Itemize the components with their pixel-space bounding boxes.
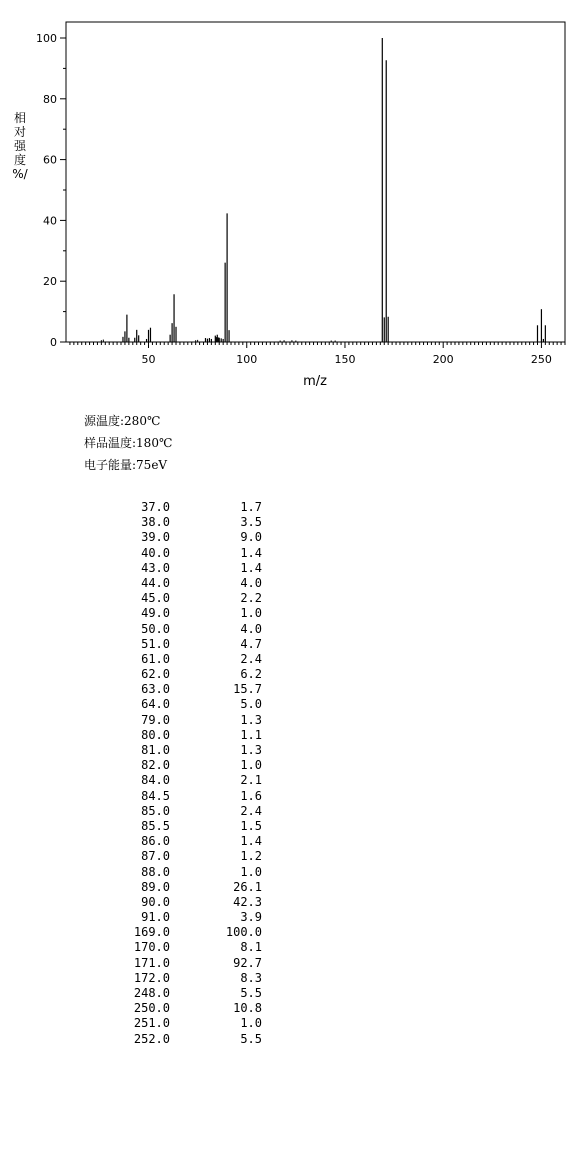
intensity-value: 1.3 — [240, 743, 262, 757]
mz-value: 91.0 — [141, 910, 170, 925]
table-row — [100, 880, 262, 895]
table-row — [100, 728, 262, 743]
mz-value: 87.0 — [141, 849, 170, 864]
mz-value: 44.0 — [141, 575, 170, 590]
table-row — [100, 637, 262, 652]
mz-value: 40.0 — [141, 545, 170, 560]
table-row — [100, 1032, 262, 1047]
table-row — [100, 622, 262, 637]
intensity-value: 1.0 — [240, 864, 262, 879]
plot-frame — [66, 22, 565, 342]
intensity-value: 8.3 — [240, 970, 262, 985]
x-tick-label: 100 — [236, 353, 258, 366]
table-row — [100, 667, 262, 682]
table-row — [100, 849, 262, 864]
intensity-value: 92.7 — [233, 955, 262, 970]
intensity-value: 42.3 — [233, 894, 262, 909]
electron-energy: 电子能量:75eV — [84, 458, 168, 472]
acquisition-conditions — [84, 410, 172, 476]
mz-value: 169.0 — [133, 925, 170, 940]
table-row — [100, 546, 262, 561]
x-tick-label: 50 — [141, 353, 156, 366]
table-row — [100, 789, 262, 804]
intensity-value: 4.0 — [240, 621, 262, 636]
mz-value: 251.0 — [133, 1016, 170, 1031]
table-row — [100, 986, 262, 1001]
intensity-value: 1.4 — [240, 560, 262, 575]
intensity-value: 1.5 — [240, 818, 262, 833]
x-tick-label: 200 — [432, 353, 454, 366]
table-row — [100, 515, 262, 530]
table-row — [100, 865, 262, 880]
mz-value: 38.0 — [141, 515, 170, 530]
intensity-value: 1.4 — [240, 834, 262, 849]
intensity-value: 26.1 — [233, 879, 262, 894]
table-row — [100, 925, 262, 940]
intensity-value: 5.5 — [240, 986, 262, 1000]
intensity-value: 2.1 — [240, 773, 262, 788]
intensity-value: 1.4 — [240, 545, 262, 560]
mz-value: 90.0 — [141, 894, 170, 909]
mz-value: 61.0 — [141, 651, 170, 666]
intensity-value: 9.0 — [240, 530, 262, 545]
intensity-value: 2.4 — [240, 803, 262, 818]
mz-value: 89.0 — [141, 879, 170, 894]
mz-value: 250.0 — [133, 1001, 170, 1016]
table-row — [100, 576, 262, 591]
x-tick-label: 250 — [530, 353, 552, 366]
mz-value: 81.0 — [141, 743, 170, 757]
y-tick-label: 80 — [43, 92, 57, 106]
table-row — [100, 682, 262, 697]
table-row — [100, 956, 262, 971]
table-row — [100, 500, 262, 515]
mz-value: 170.0 — [133, 940, 170, 955]
intensity-value: 1.0 — [240, 758, 262, 773]
x-axis-ticks — [70, 342, 565, 366]
source-temperature: 源温度:280℃ — [84, 414, 161, 428]
mz-value: 252.0 — [133, 1031, 170, 1046]
y-axis-label-char: %/ — [12, 167, 28, 181]
mz-value: 51.0 — [141, 636, 170, 651]
table-row — [100, 940, 262, 955]
y-axis-label-char: 度 — [13, 153, 27, 167]
mz-value: 39.0 — [141, 530, 170, 545]
peak-list-table — [100, 500, 262, 1047]
mz-value: 79.0 — [141, 712, 170, 727]
mz-value: 86.0 — [141, 834, 170, 849]
table-row — [100, 910, 262, 925]
mz-value: 62.0 — [141, 667, 170, 682]
x-tick-label: 150 — [334, 353, 356, 366]
table-row — [100, 819, 262, 834]
x-axis-label: m/z — [303, 374, 327, 389]
table-row — [100, 697, 262, 712]
table-row — [100, 758, 262, 773]
intensity-value: 4.0 — [240, 575, 262, 590]
table-row — [100, 971, 262, 986]
table-row — [100, 606, 262, 621]
intensity-value: 10.8 — [233, 1001, 262, 1016]
table-row — [100, 743, 262, 758]
mz-value: 84.0 — [141, 773, 170, 788]
intensity-value: 1.7 — [240, 500, 262, 514]
mz-value: 37.0 — [141, 500, 170, 514]
intensity-value: 1.0 — [240, 1016, 262, 1031]
intensity-value: 1.2 — [240, 849, 262, 864]
mz-value: 88.0 — [141, 864, 170, 879]
intensity-value: 1.0 — [240, 606, 262, 621]
mz-value: 63.0 — [141, 682, 170, 697]
sample-temperature: 样品温度:180℃ — [84, 436, 173, 450]
mz-value: 172.0 — [133, 970, 170, 985]
y-axis-ticks — [36, 32, 66, 349]
y-tick-label: 20 — [43, 275, 57, 289]
intensity-value: 15.7 — [233, 682, 262, 697]
intensity-value: 3.9 — [240, 910, 262, 925]
y-tick-label: 0 — [50, 336, 57, 349]
y-axis-label — [12, 110, 28, 181]
intensity-value: 100.0 — [225, 925, 262, 940]
intensity-value: 1.6 — [240, 788, 262, 803]
intensity-value: 3.5 — [240, 515, 262, 530]
mz-value: 84.5 — [141, 788, 170, 803]
table-row — [100, 652, 262, 667]
intensity-value: 2.4 — [240, 651, 262, 666]
table-row — [100, 834, 262, 849]
intensity-value: 5.0 — [240, 697, 262, 712]
table-row — [100, 530, 262, 545]
mz-value: 80.0 — [141, 727, 170, 742]
mz-value: 248.0 — [133, 986, 170, 1000]
mz-value: 64.0 — [141, 697, 170, 712]
intensity-value: 2.2 — [240, 591, 262, 606]
table-row — [100, 804, 262, 819]
mz-value: 45.0 — [141, 591, 170, 606]
table-row — [100, 713, 262, 728]
intensity-value: 1.1 — [240, 727, 262, 742]
intensity-value: 8.1 — [240, 940, 262, 955]
y-axis-label-char: 相 — [13, 111, 27, 125]
intensity-value: 6.2 — [240, 667, 262, 682]
intensity-value: 1.3 — [240, 712, 262, 727]
mz-value: 50.0 — [141, 621, 170, 636]
mz-value: 82.0 — [141, 758, 170, 773]
table-row — [100, 1016, 262, 1031]
table-row — [100, 1001, 262, 1016]
table-row — [100, 773, 262, 788]
mz-value: 49.0 — [141, 606, 170, 621]
intensity-value: 5.5 — [240, 1031, 262, 1046]
table-row — [100, 591, 262, 606]
y-tick-label: 100 — [36, 32, 57, 45]
intensity-value: 4.7 — [240, 636, 262, 651]
spectrum-peaks — [101, 38, 545, 342]
mz-value: 171.0 — [133, 955, 170, 970]
mz-value: 43.0 — [141, 560, 170, 575]
table-row — [100, 895, 262, 910]
mz-value: 85.0 — [141, 803, 170, 818]
table-row — [100, 561, 262, 576]
y-axis-label-char: 对 — [13, 125, 27, 139]
mass-spectrum-chart — [0, 0, 570, 395]
mz-value: 85.5 — [141, 818, 170, 833]
y-tick-label: 60 — [43, 153, 57, 167]
y-tick-label: 40 — [43, 214, 57, 228]
y-axis-label-char: 强 — [13, 139, 27, 153]
